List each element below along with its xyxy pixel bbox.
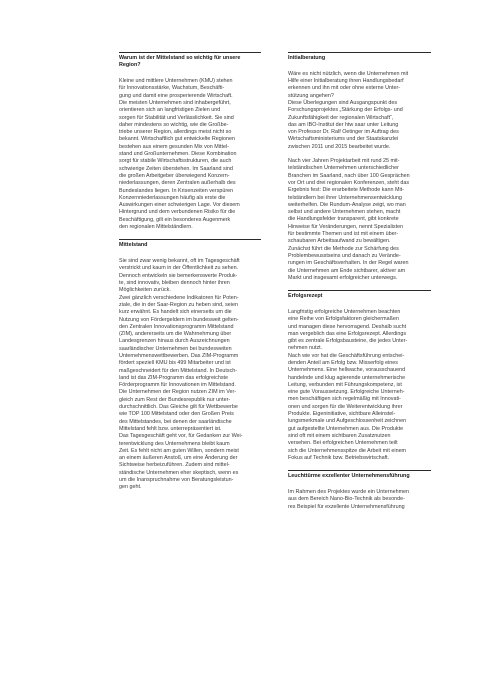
heading-rule [119, 239, 261, 240]
paragraph-initialberatung-intro: Wäre es nicht nützlich, wenn die Unternehmen mit Hilfe einer Initialberatung ihren Handlungsbedarf erkennen und ihn mit oder ohne externe Unter- stützung angehen? Diese Überlegungen sind Ausgangspunkt des Forschungsprojektes „Stärkung der Erfolgs- und Zukunftsfähigkeit der regionalen Wirtschaft“, das am IBO-Institut der htw saar unter Leitung von Professor Dr. Ralf Oetinger im Auftrag des Wirtschaftsministeriums und der Staatskanzlei zwischen 2011 und 2015 bearbeitet wurde. [288, 70, 409, 150]
section-heading-mittelstand: Mittelstand [119, 241, 148, 248]
paragraph-leuchttuerme: Im Rahmen des Projektes wurde ein Unternehmen aus dem Bereich Nano-Bio-Technik als besonde- res Beispiel für exzellente Unternehmensführung [288, 488, 410, 510]
section-heading-erfolgsrezept: Erfolgsrezept [288, 292, 323, 299]
right-column [288, 52, 431, 511]
paragraph-why-mittelstand: Kleine und mittlere Unternehmen (KMU) stehen für Innovationsstärke, Wachstum, Beschäfti- gung und damit eine prosperierende Wirtschaft. Die meisten Unternehmen sind inhabergeführt, orientieren sich an langfristigen Zielen und sorgen für Stabilität und Verlässlichkeit. Sie sind daher mindestens so wichtig, wie die Großbe- triebe unserer Region, allerdings meist nicht so bekannt. Wirtschaftlich gut entwickelte Regionen bestehen aus einem gesunden Mix von Mittel- stand und Großunternehmen. Diese Kombination sorgt für stabile Wirtschaftsstrukturen, die auch schwierige Zeiten überstehen. Im Saarland sind die großen Arbeitgeber überwiegend Konzern- niederlassungen, deren Zentralen außerhalb des Bundeslandes liegen. In Krisenzeiten verspüren Konzernniederlassungen häufig als erste die Auswirkungen einer schwierigen Lage. Vor diesem Hintergrund und dem verbundenen Risiko für die Beschäftigung, gilt ein besonderes Augenmerk den regionalen Mittelständlern. [119, 78, 240, 231]
section-heading-initialberatung: Initialberatung [288, 54, 326, 61]
section-heading-leuchttuerme: Leuchttürme exzellenter Unternehmensführung [288, 472, 410, 479]
heading-rule [288, 52, 431, 53]
heading-rule [288, 470, 431, 471]
paragraph-initialberatung-result: Nach vier Jahren Projektarbeit mit rund 25 mit- telständischen Unternehmen unterschiedlicher Branchen im Saarland, nach über 100 Gesprächen vor Ort und drei regionalen Konferenzen, steht das Ergebnis fest: Die erarbeitete Methode kann Mit- telständlern bei ihrer Unternehmensentwicklung weiterhelfen. Die Rundum-Analyse zeigt, wo man selbst und andere Unternehmen stehen, macht die Handlungsfelder transparent, gibt konkrete Hinweise für Veränderungen, nennt Spezialisten für bestimmte Themen und ist mit einem über- schaubaren Arbeitsaufwand zu bewältigen. Zunächst führt die Methode zur Schärfung des Problembewusstseins und danach zu Verände- rungen im Geschäftsverhalten. In der Regel waren die Unternehmen am Ende sichtbarer, aktiver am Markt und insgesamt erfolgreicher unterwegs. [288, 158, 410, 281]
paragraph-mittelstand: Sie sind zwar wenig bekannt, oft im Tagesgeschäft verstrickt und kaum in der Öffentlichkeit zu sehen. Dennoch entwickeln sie bemerkenswerte Produk- te, sind innovativ, bleiben dennoch hinter ihren Möglichkeiten zurück. Zwei gänzlich verschiedene Indikatoren für Poten- ziale, die in der Saar-Region zu heben sind, seien kurz erwähnt. Es handelt sich einerseits um die Nutzung von Fördergeldern im bundesweit gelten- den Zentralen Innovationsprogramm Mittelstand (ZIM), andererseits um die Wahrnehmung über Landesgrenzen hinaus durch Auszeichnungen saarländischer Unternehmen bei bundesweiten Unternehmenswettbewerben. Das ZIM-Programm fördert speziell KMU bis 499 Mitarbeiter und ist maßgeschneidert für den Mittelstand. In Deutsch- land ist das ZIM-Programm das erfolgreichste Förderprogramm für Innovationen im Mittelstand. Die Unternehmen der Region nutzen ZIM im Ver- gleich zum Rest der Bundesrepublik nur unter- durchschnittlich. Das Gleiche gilt für Wettbewerbe wie TOP 100 Mittelstand oder den Großen Preis des Mittelstandes, bei denen der saarländische Mittelstand fehlt bzw. unterrepräsentiert ist. Das Tagesgeschäft geht vor, für Gedanken zur Wei- terentwicklung des Unternehmens bleibt kaum Zeit. Es fehlt nicht am guten Willen, sondern meist an einem äußeren Anstoß, um eine Änderung der Sichtweise herbeizuführen. Zudem sind mittel- ständische Unternehmen eher skeptisch, wenn es um die Inanspruchnahme von Beratungsleistun- gen geht. [119, 258, 243, 491]
section-heading-why-mittelstand: Warum ist der Mittelstand so wichtig für unsere Region? [119, 54, 241, 68]
left-column [119, 52, 261, 492]
heading-rule [288, 290, 431, 291]
paragraph-erfolgsrezept: Langfristig erfolgreiche Unternehmen beachten eine Reihe von Erfolgsfaktoren gleichermaßen und managen diese hervorragend. Deshalb sucht man vergeblich das eine Erfolgsrezept. Allerdings gibt es zentrale Erfolgsbausteine, die jedes Unter- nehmen nutzt. Nach wie vor hat die Geschäftsführung entschei- denden Anteil am Erfolg bzw. Misserfolg eines Unternehmens. Eine hellwache, vorausschauend handelnde und klug agierende unternehmerische Leitung, verbunden mit Führungskompetenz, ist eine gute Voraussetzung. Erfolgreiche Unterneh- men beschäftigen sich regelmäßig mit Innovati- onen und sorgen für die Weiterentwicklung ihrer Produkte. Eigeninitiative, sichtbare Alleinstel- lungsmerkmale und Aufgeschlossenheit zeichnen gut aufgestellte Unternehmen aus. Die Produkte sind oft mit einem sichtbaren Zusatznutzen versehen. Bei erfolgreichen Unternehmen teilt sich die Unternehmensspitze die Arbeit mit einem Fokus auf Technik bzw. Betriebswirtschaft. [288, 308, 408, 461]
heading-rule [119, 52, 261, 53]
